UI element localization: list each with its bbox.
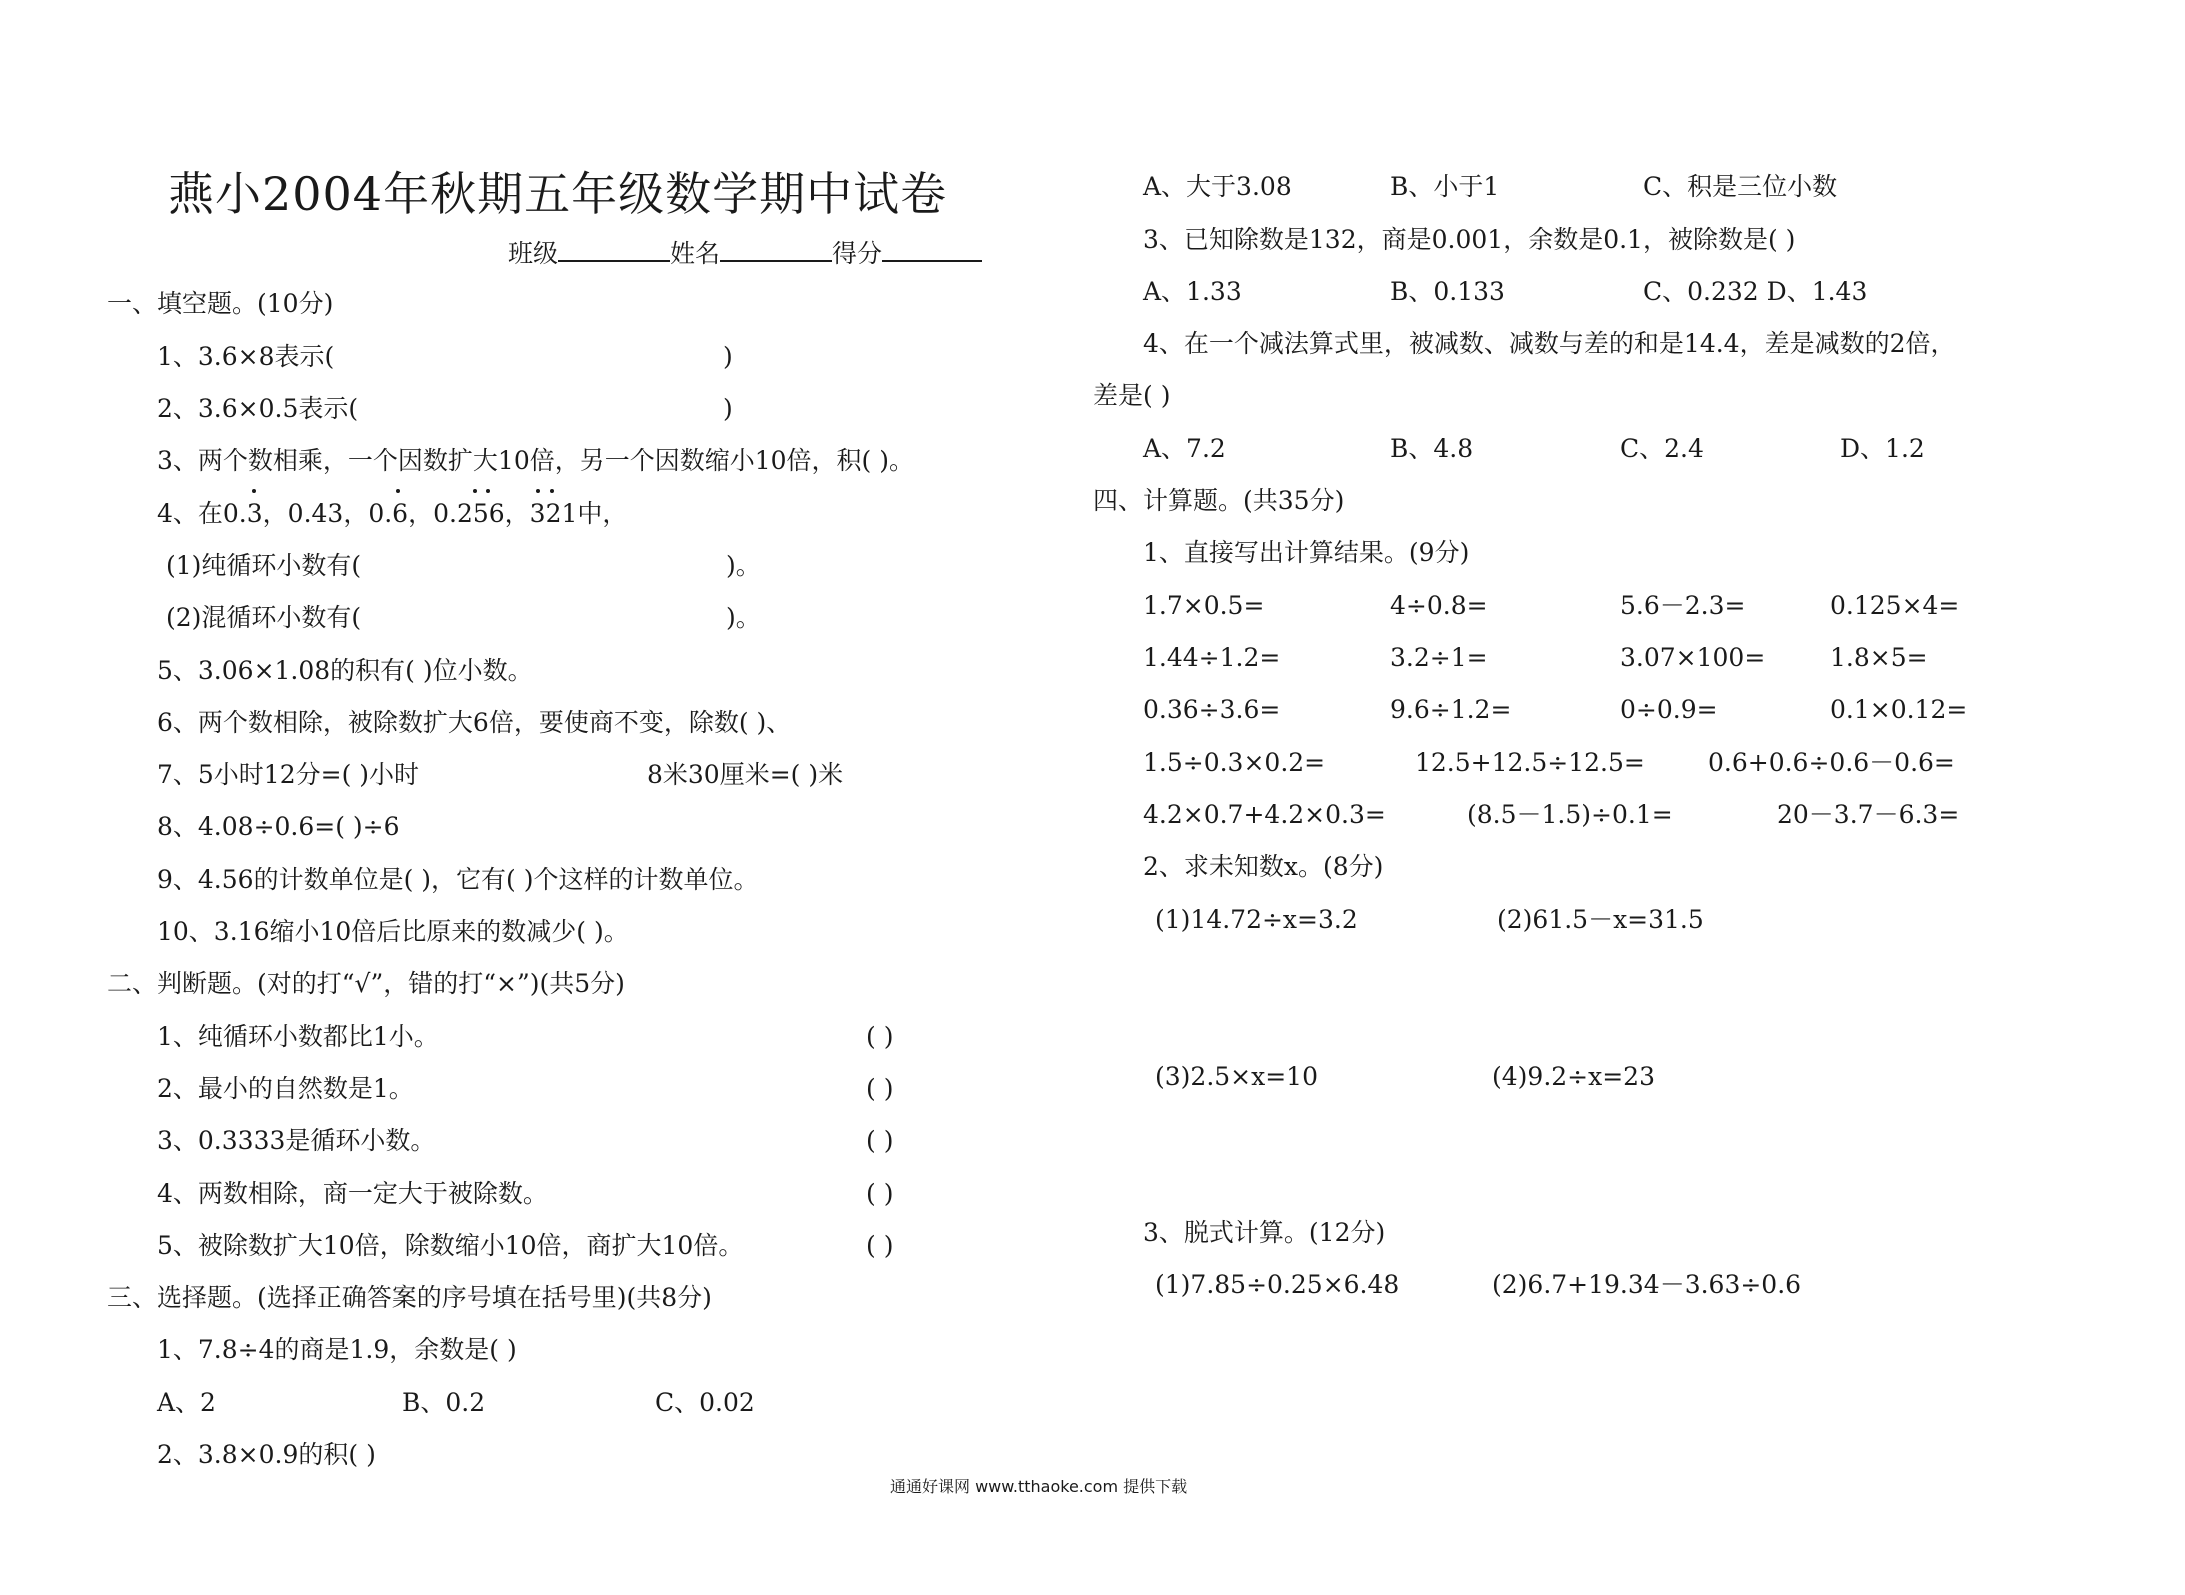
calc-item: (8.5－1.5)÷0.1= bbox=[1467, 800, 1673, 829]
judge-item: 2、最小的自然数是1。 bbox=[157, 1074, 414, 1103]
judge-item: 3、0.3333是循环小数。 bbox=[157, 1126, 436, 1155]
s3-q4-line2: 差是( ) bbox=[1093, 381, 1171, 410]
calc-item: 3.2÷1= bbox=[1390, 643, 1488, 672]
judge-paren[interactable]: ( ) bbox=[866, 1179, 894, 1208]
choice-option[interactable]: A、2 bbox=[157, 1388, 216, 1417]
s1-q2-close: ) bbox=[723, 394, 733, 423]
calc-item: 5.6－2.3= bbox=[1620, 591, 1746, 620]
s1-q9: 9、4.56的计数单位是( )，它有( )个这样的计数单位。 bbox=[157, 865, 759, 894]
section2-heading: 二、判断题。(对的打“√”，错的打“×”)(共5分) bbox=[107, 969, 625, 998]
s1-q7a: 7、5小时12分=( )小时 bbox=[157, 760, 420, 789]
judge-paren[interactable]: ( ) bbox=[866, 1074, 894, 1103]
section1-heading: 一、填空题。(10分) bbox=[107, 289, 334, 318]
score-blank[interactable] bbox=[882, 238, 982, 262]
s1-q6: 6、两个数相除，被除数扩大6倍，要使商不变，除数( )、 bbox=[157, 708, 792, 737]
s1-q2: 2、3.6×0.5表示( bbox=[157, 394, 359, 423]
name-blank[interactable] bbox=[720, 238, 832, 262]
repeat-dot bbox=[473, 489, 477, 493]
equation-item: (2)61.5－x=31.5 bbox=[1497, 905, 1704, 934]
s1-q4: 4、在0.3，0.43，0.6，0.256，321中， bbox=[157, 499, 628, 528]
s4-part3-heading: 3、脱式计算。(12分) bbox=[1143, 1218, 1386, 1247]
equation-item: (3)2.5×x=10 bbox=[1155, 1062, 1318, 1091]
name-label: 姓名 bbox=[670, 239, 721, 268]
choice-option[interactable]: C、0.02 bbox=[655, 1388, 755, 1417]
choice-option[interactable]: B、0.2 bbox=[402, 1388, 486, 1417]
equation-item: (1)14.72÷x=3.2 bbox=[1155, 905, 1358, 934]
section4-heading: 四、计算题。(共35分) bbox=[1093, 486, 1345, 515]
choice-option[interactable]: A、7.2 bbox=[1143, 434, 1226, 463]
calc-item: 4÷0.8= bbox=[1390, 591, 1488, 620]
expression-item: (2)6.7+19.34－3.63÷0.6 bbox=[1492, 1270, 1802, 1299]
s1-q4a: (1)纯循环小数有( bbox=[166, 551, 362, 580]
choice-option[interactable]: D、1.2 bbox=[1840, 434, 1925, 463]
s3-q1: 1、7.8÷4的商是1.9，余数是( ) bbox=[157, 1335, 517, 1364]
s1-q7b: 8米30厘米=( )米 bbox=[647, 760, 844, 789]
calc-item: 0÷0.9= bbox=[1620, 695, 1718, 724]
equation-item: (4)9.2÷x=23 bbox=[1492, 1062, 1655, 1091]
choice-option[interactable]: C、积是三位小数 bbox=[1643, 172, 1838, 201]
calc-item: 0.6+0.6÷0.6－0.6= bbox=[1708, 748, 1955, 777]
student-info bbox=[508, 237, 982, 271]
judge-paren[interactable]: ( ) bbox=[866, 1126, 894, 1155]
choice-option[interactable]: B、小于1 bbox=[1390, 172, 1500, 201]
calc-item: 1.5÷0.3×0.2= bbox=[1143, 748, 1326, 777]
page-title: 燕小2004年秋期五年级数学期中试卷 bbox=[168, 167, 948, 221]
choice-option[interactable]: B、4.8 bbox=[1390, 434, 1474, 463]
calc-item: 1.8×5= bbox=[1830, 643, 1928, 672]
calc-item: 0.36÷3.6= bbox=[1143, 695, 1281, 724]
s1-q1-close: ) bbox=[723, 342, 733, 371]
repeat-dot bbox=[536, 489, 540, 493]
calc-item: 20－3.7－6.3= bbox=[1777, 800, 1960, 829]
s1-q8: 8、4.08÷0.6=( )÷6 bbox=[157, 812, 400, 841]
choice-option[interactable]: C、0.232 D、1.43 bbox=[1643, 277, 1868, 306]
footer-source: 通通好课网 www.tthaoke.com 提供下载 bbox=[890, 1477, 1188, 1496]
s1-q3: 3、两个数相乘，一个因数扩大10倍，另一个因数缩小10倍，积( )。 bbox=[157, 446, 914, 475]
repeat-dot bbox=[486, 489, 490, 493]
calc-item: 1.44÷1.2= bbox=[1143, 643, 1281, 672]
judge-item: 4、两数相除，商一定大于被除数。 bbox=[157, 1179, 548, 1208]
s1-q10: 10、3.16缩小10倍后比原来的数减少( )。 bbox=[157, 917, 629, 946]
choice-option[interactable]: A、1.33 bbox=[1143, 277, 1242, 306]
s1-q4b: (2)混循环小数有( bbox=[166, 603, 362, 632]
calc-item: 0.125×4= bbox=[1830, 591, 1960, 620]
s4-part1-heading: 1、直接写出计算结果。(9分) bbox=[1143, 538, 1470, 567]
judge-item: 1、纯循环小数都比1小。 bbox=[157, 1022, 439, 1051]
judge-paren[interactable]: ( ) bbox=[866, 1231, 894, 1260]
judge-item: 5、被除数扩大10倍，除数缩小10倍，商扩大10倍。 bbox=[157, 1231, 744, 1260]
section3-heading: 三、选择题。(选择正确答案的序号填在括号里)(共8分) bbox=[107, 1283, 712, 1312]
class-label: 班级 bbox=[508, 239, 559, 268]
score-label: 得分 bbox=[832, 239, 883, 268]
s1-q4a-close: )。 bbox=[726, 551, 761, 580]
s3-q2: 2、3.8×0.9的积( ) bbox=[157, 1440, 376, 1469]
repeat-dot bbox=[396, 489, 400, 493]
calc-item: 3.07×100= bbox=[1620, 643, 1766, 672]
calc-item: 12.5+12.5÷12.5= bbox=[1415, 748, 1645, 777]
class-blank[interactable] bbox=[558, 238, 670, 262]
s1-q4b-close: )。 bbox=[726, 603, 761, 632]
s3-q4-line1: 4、在一个减法算式里，被减数、减数与差的和是14.4，差是减数的2倍， bbox=[1143, 329, 1956, 358]
judge-paren[interactable]: ( ) bbox=[866, 1022, 894, 1051]
choice-option[interactable]: A、大于3.08 bbox=[1143, 172, 1292, 201]
s1-q5: 5、3.06×1.08的积有( )位小数。 bbox=[157, 656, 533, 685]
calc-item: 9.6÷1.2= bbox=[1390, 695, 1512, 724]
choice-option[interactable]: C、2.4 bbox=[1620, 434, 1704, 463]
calc-item: 4.2×0.7+4.2×0.3= bbox=[1143, 800, 1386, 829]
repeat-dot bbox=[550, 489, 554, 493]
s3-q3: 3、已知除数是132，商是0.001，余数是0.1，被除数是( ) bbox=[1143, 225, 1796, 254]
calc-item: 1.7×0.5= bbox=[1143, 591, 1265, 620]
s1-q1: 1、3.6×8表示( bbox=[157, 342, 335, 371]
repeat-dot bbox=[252, 489, 256, 493]
expression-item: (1)7.85÷0.25×6.48 bbox=[1155, 1270, 1400, 1299]
s4-part2-heading: 2、求未知数x。(8分) bbox=[1143, 852, 1384, 881]
calc-item: 0.1×0.12= bbox=[1830, 695, 1968, 724]
choice-option[interactable]: B、0.133 bbox=[1390, 277, 1505, 306]
